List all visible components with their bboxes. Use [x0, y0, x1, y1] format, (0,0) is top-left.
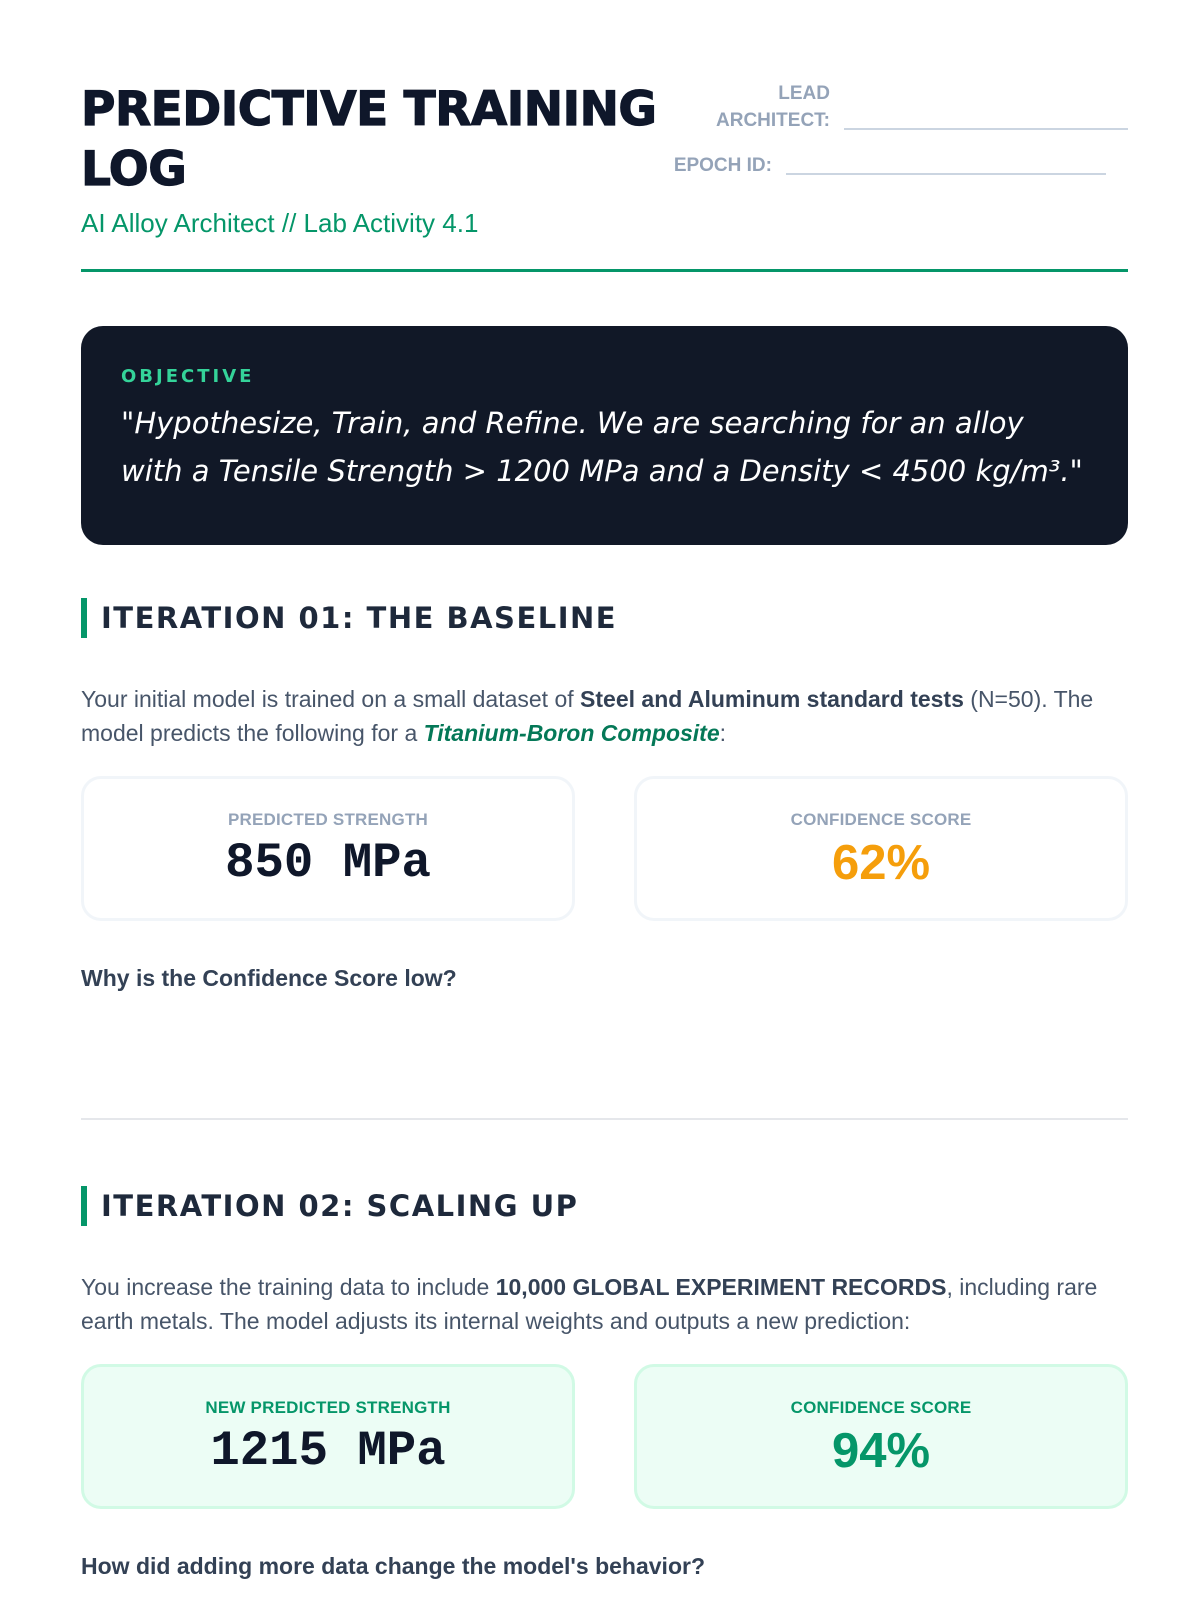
confidence-score-card: [634, 1364, 1128, 1509]
confidence-score-value: 62%: [831, 836, 931, 890]
epoch-id-field[interactable]: [786, 173, 1106, 175]
dataset-highlight: 10,000 GLOBAL EXPERIMENT RECORDS: [495, 1274, 947, 1300]
text-segment: You increase the training data to include: [81, 1274, 496, 1300]
iteration-1-description: [81, 682, 1128, 750]
section-accent-bar: [81, 598, 87, 638]
new-predicted-strength-value: 1215 MPa: [210, 1423, 446, 1479]
text-segment: Your initial model is trained on a small dataset of: [81, 686, 581, 712]
iteration-1-results: [81, 776, 1128, 921]
text-segment: :: [719, 720, 727, 746]
lead-architect-field[interactable]: [844, 128, 1128, 130]
page-subtitle: AI Alloy Architect // Lab Activity 4.1: [81, 208, 479, 238]
iteration-2-title: ITERATION 02: SCALING UP: [101, 1189, 579, 1223]
lead-architect-row: [690, 80, 1128, 134]
predicted-strength-label: PREDICTED STRENGTH: [227, 810, 429, 829]
confidence-score-label: CONFIDENCE SCORE: [790, 1398, 972, 1417]
section-divider: [81, 1118, 1128, 1120]
new-predicted-strength-label: NEW PREDICTED STRENGTH: [205, 1398, 451, 1417]
dataset-highlight: Steel and Aluminum standard tests: [580, 686, 964, 712]
epoch-id-row: [674, 152, 1106, 179]
confidence-score-value: 94%: [831, 1424, 931, 1478]
iteration-2-description: [81, 1270, 1128, 1338]
objective-text: "Hypothesize, Train, and Refine. We are searching for an alloy with a Tensile Strength > 1200 MPa and a Density < 4500 kg/m³.": [121, 406, 1083, 488]
section-accent-bar: [81, 1186, 87, 1226]
iteration-1-answer-area[interactable]: [81, 1000, 1128, 1100]
lead-architect-label: LEAD ARCHITECT:: [716, 83, 830, 131]
page-title: PREDICTIVE TRAINING LOG: [81, 82, 657, 197]
objective-label: OBJECTIVE: [121, 366, 255, 387]
new-predicted-strength-card: [81, 1364, 575, 1509]
predicted-strength-value: 850 MPa: [225, 835, 431, 891]
predicted-strength-card: [81, 776, 575, 921]
iteration-1-question: Why is the Confidence Score low?: [81, 965, 457, 991]
confidence-score-label: CONFIDENCE SCORE: [790, 810, 972, 829]
material-name: Titanium-Boron Composite: [423, 720, 720, 746]
text-segment: , including rare earth metals. The model adjusts its internal weights and outputs a new prediction:: [81, 1274, 1098, 1334]
confidence-score-card: [634, 776, 1128, 921]
header: [81, 0, 1128, 272]
iteration-1-title: ITERATION 01: THE BASELINE: [101, 601, 618, 635]
iteration-2-heading: [81, 1186, 578, 1226]
iteration-1-heading: [81, 598, 617, 638]
text-segment: (N=50). The model predicts the following for a: [81, 686, 1094, 746]
iteration-2-question: How did adding more data change the model's behavior?: [81, 1553, 705, 1579]
epoch-id-label: EPOCH ID:: [673, 155, 772, 176]
worksheet-page: [81, 0, 1128, 1579]
objective-box: [81, 326, 1128, 545]
iteration-2-results: [81, 1364, 1128, 1509]
